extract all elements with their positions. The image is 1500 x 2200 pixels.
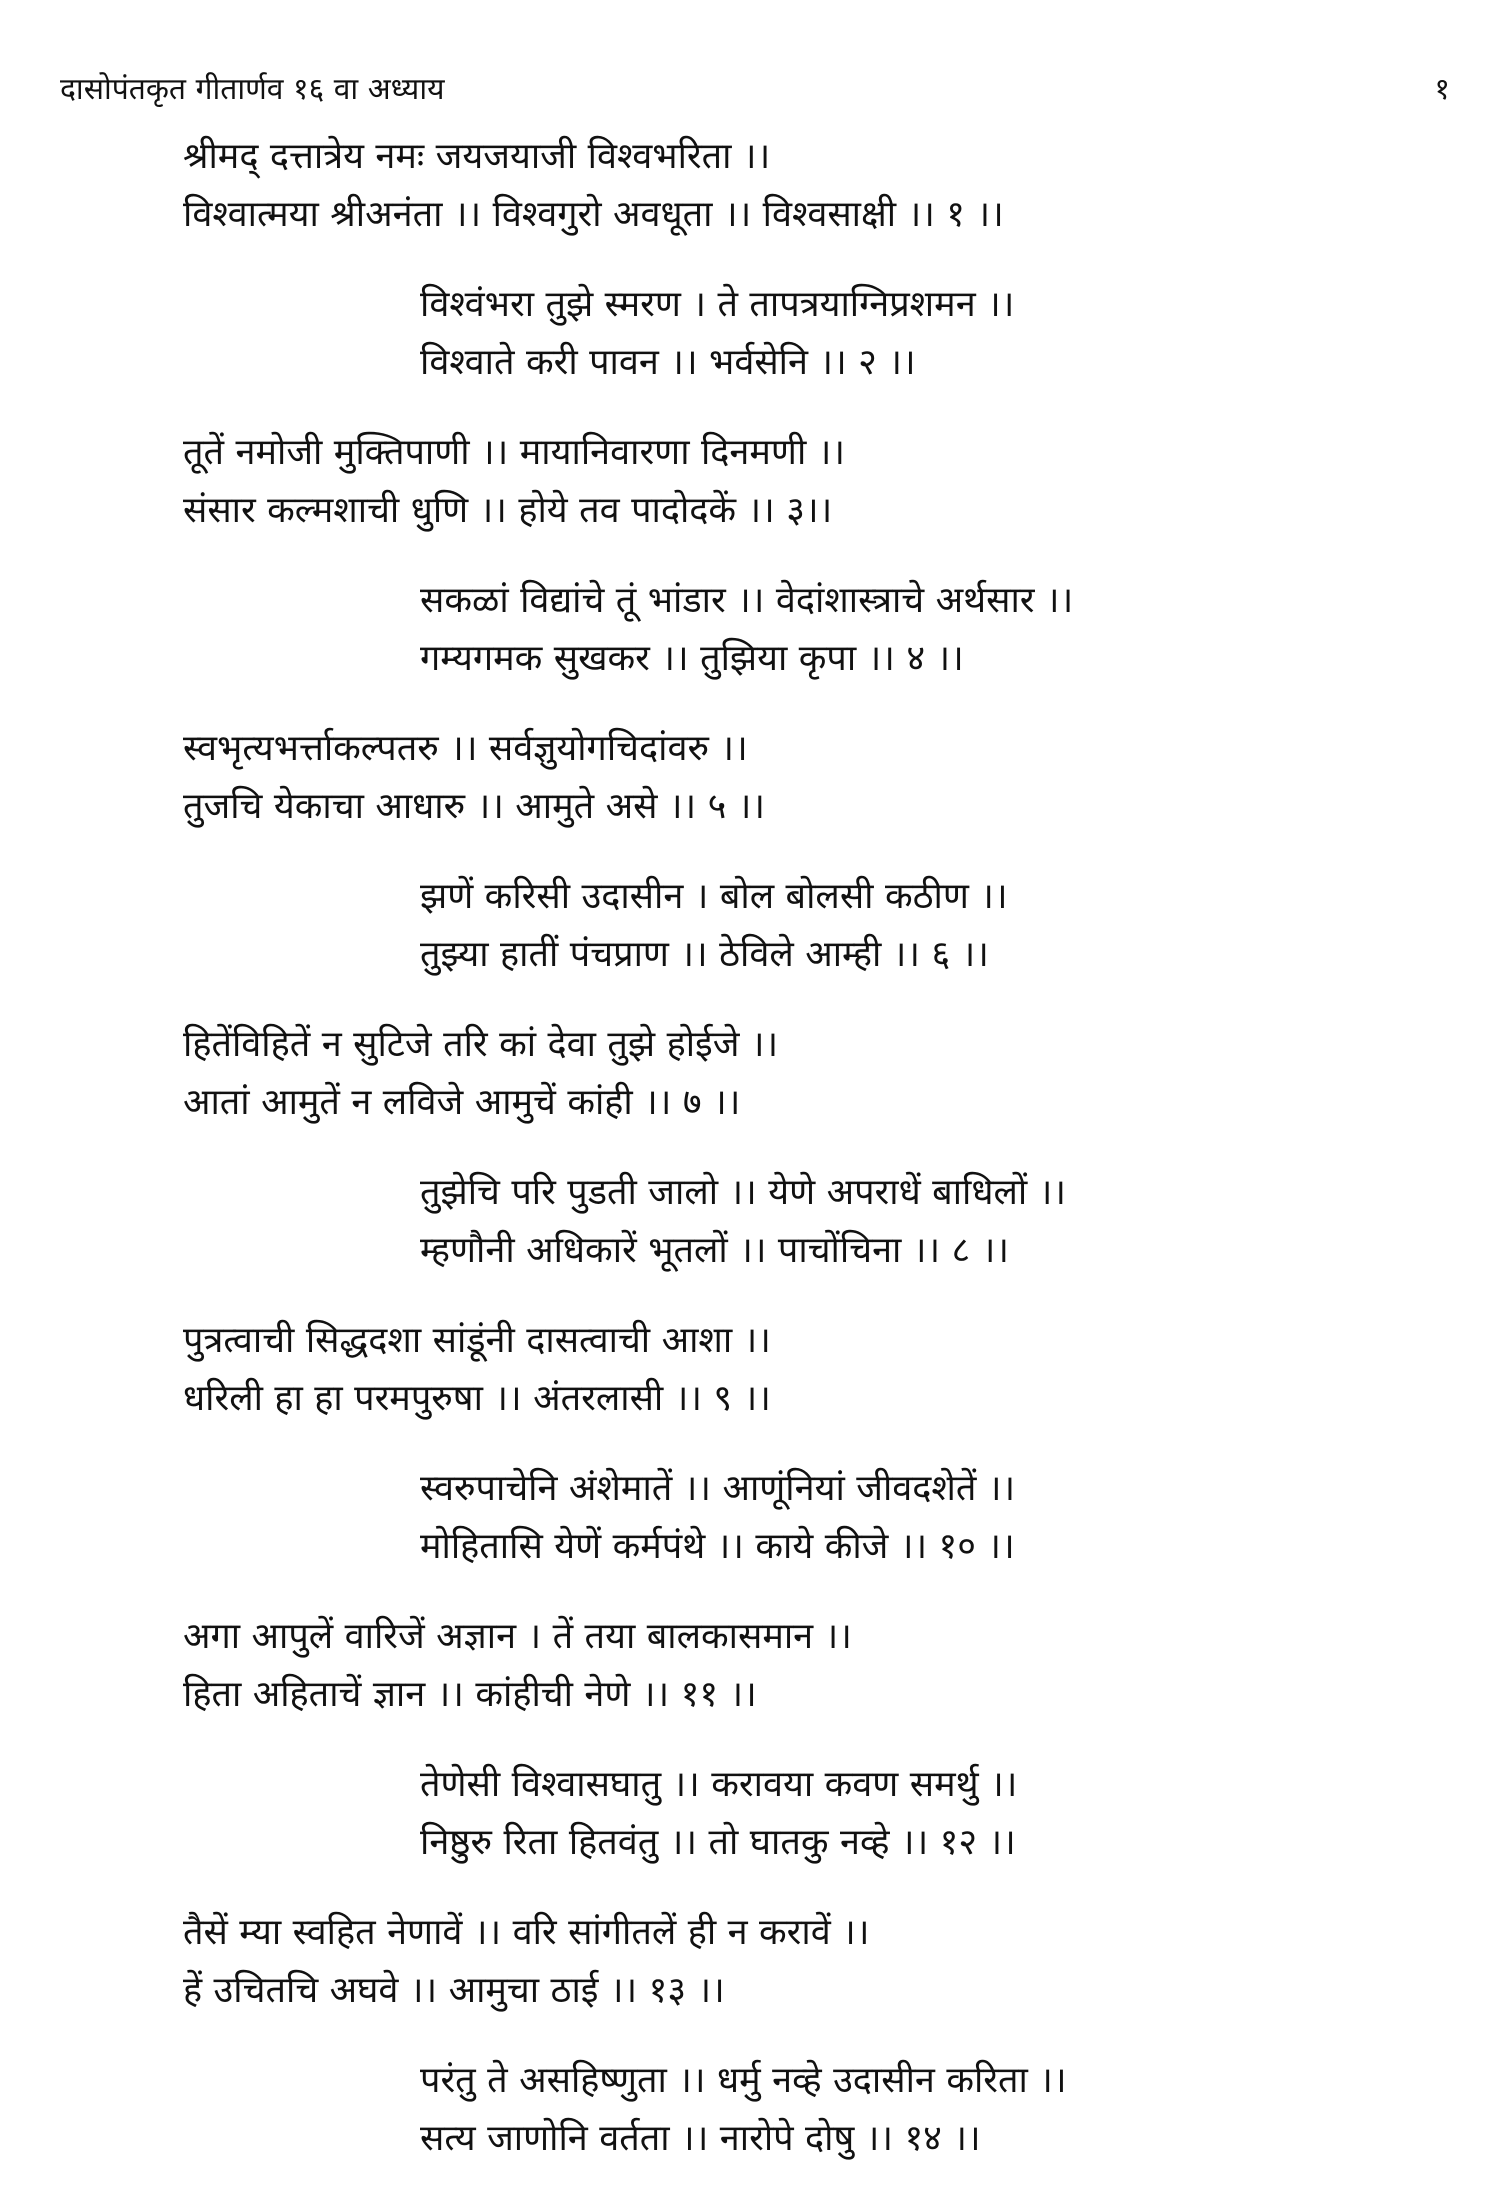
page-header (60, 70, 1450, 114)
verse-4 (0, 572, 1500, 688)
verse-line: गम्यगमक सुखकर ।। तुझिया कृपा ।। ४ ।। (420, 638, 964, 679)
verse-line: हें उचितचि अघवे ।। आमुचा ठाई ।। १३ ।। (183, 1970, 725, 2011)
verse-line: सत्य जाणोनि वर्तता ।। नारोपे दोषु ।। १४ ।। (420, 2118, 981, 2159)
page-number: १ (1434, 72, 1450, 107)
verse-line: संसार कल्मशाची धुणि ।। होये तव पादोदकें ।। ३।। (183, 490, 833, 531)
verse-line: म्हणौनी अधिकारें भूतलों ।। पाचोंचिना ।। ८ ।। (420, 1230, 1009, 1271)
verse-13 (0, 1904, 1500, 2020)
verse-line: धरिली हा हा परमपुरुषा ।। अंतरलासी ।। ९ ।। (183, 1378, 771, 1419)
verse-line: विश्वात्मया श्रीअनंता ।। विश्वगुरो अवधूता ।। विश्वसाक्षी ।। १ ।। (183, 194, 1004, 235)
verse-line: निष्ठुरु रिता हितवंतु ।। तो घातकु नव्हे ।। १२ ।। (420, 1822, 1016, 1863)
verse-line: हिता अहिताचें ज्ञान ।। कांहीची नेणे ।। ११ ।। (183, 1674, 757, 1715)
verse-8 (0, 1164, 1500, 1280)
verse-list (0, 128, 1500, 2200)
verse-line: स्वभृत्यभर्त्ताकल्पतरु ।। सर्वज्ञुयोगचिदांवरु ।। (183, 728, 748, 769)
verse-line: तुझ्या हातीं पंचप्राण ।। ठेविले आम्ही ।। ६ ।। (420, 934, 989, 975)
verse-7 (0, 1016, 1500, 1132)
verse-line: मोहितासि येणें कर्मपंथे ।। काये कीजे ।। १० ।। (420, 1526, 1015, 1567)
verse-line: तूतें नमोजी मुक्तिपाणी ।। मायानिवारणा दिनमणी ।। (183, 432, 846, 473)
verse-line: तुजचि येकाचा आधारु ।। आमुते असे ।। ५ ।। (183, 786, 766, 827)
verse-line: परंतु ते असहिष्णुता ।। धर्मु नव्हे उदासीन करिता ।। (420, 2060, 1067, 2101)
verse-9 (0, 1312, 1500, 1428)
verse-11 (0, 1608, 1500, 1724)
verse-line: आतां आमुतें न लविजे आमुचें कांही ।। ७ ।। (183, 1082, 741, 1123)
verse-6 (0, 868, 1500, 984)
verse-10 (0, 1460, 1500, 1576)
verse-line: तुझेचि परि पुडती जालो ।। येणे अपराधें बाधिलों ।। (420, 1172, 1066, 1213)
verse-line: सकळां विद्यांचे तूं भांडार ।। वेदांशास्त्राचे अर्थसार ।। (420, 580, 1074, 621)
verse-1 (0, 128, 1500, 244)
document-title: दासोपंतकृत गीतार्णव १६ वा अध्याय (60, 72, 445, 107)
verse-line: तेणेसी विश्वासघातु ।। करावया कवण समर्थु ।। (420, 1764, 1018, 1805)
verse-line: हितेंविहितें न सुटिजे तरि कां देवा तुझे होईजे ।। (183, 1024, 779, 1065)
verse-5 (0, 720, 1500, 836)
verse-line: विश्वंभरा तुझे स्मरण । ते तापत्रयाग्निप्रशमन ।। (420, 284, 1015, 325)
verse-14 (0, 2052, 1500, 2168)
verse-2 (0, 276, 1500, 392)
verse-line: तैसें म्या स्वहित नेणावें ।। वरि सांगीतलें ही न करावें ।। (183, 1912, 870, 1953)
verse-line: झणें करिसी उदासीन । बोल बोलसी कठीण ।। (420, 876, 1008, 917)
verse-line: पुत्रत्वाची सिद्धदशा सांडूंनी दासत्वाची आशा ।। (183, 1320, 771, 1361)
verse-line: स्वरुपाचेनि अंशेमातें ।। आणूंनियां जीवदशेतें ।। (420, 1468, 1016, 1509)
verse-12 (0, 1756, 1500, 1872)
verse-line: विश्वाते करी पावन ।। भर्वसेनि ।। २ ।। (420, 342, 916, 383)
verse-line: अगा आपुलें वारिजें अज्ञान । तें तया बालकासमान ।। (183, 1616, 852, 1657)
verse-3 (0, 424, 1500, 540)
verse-line: श्रीमद् दत्तात्रेय नमः जयजयाजी विश्वभरिता ।। (183, 136, 771, 177)
